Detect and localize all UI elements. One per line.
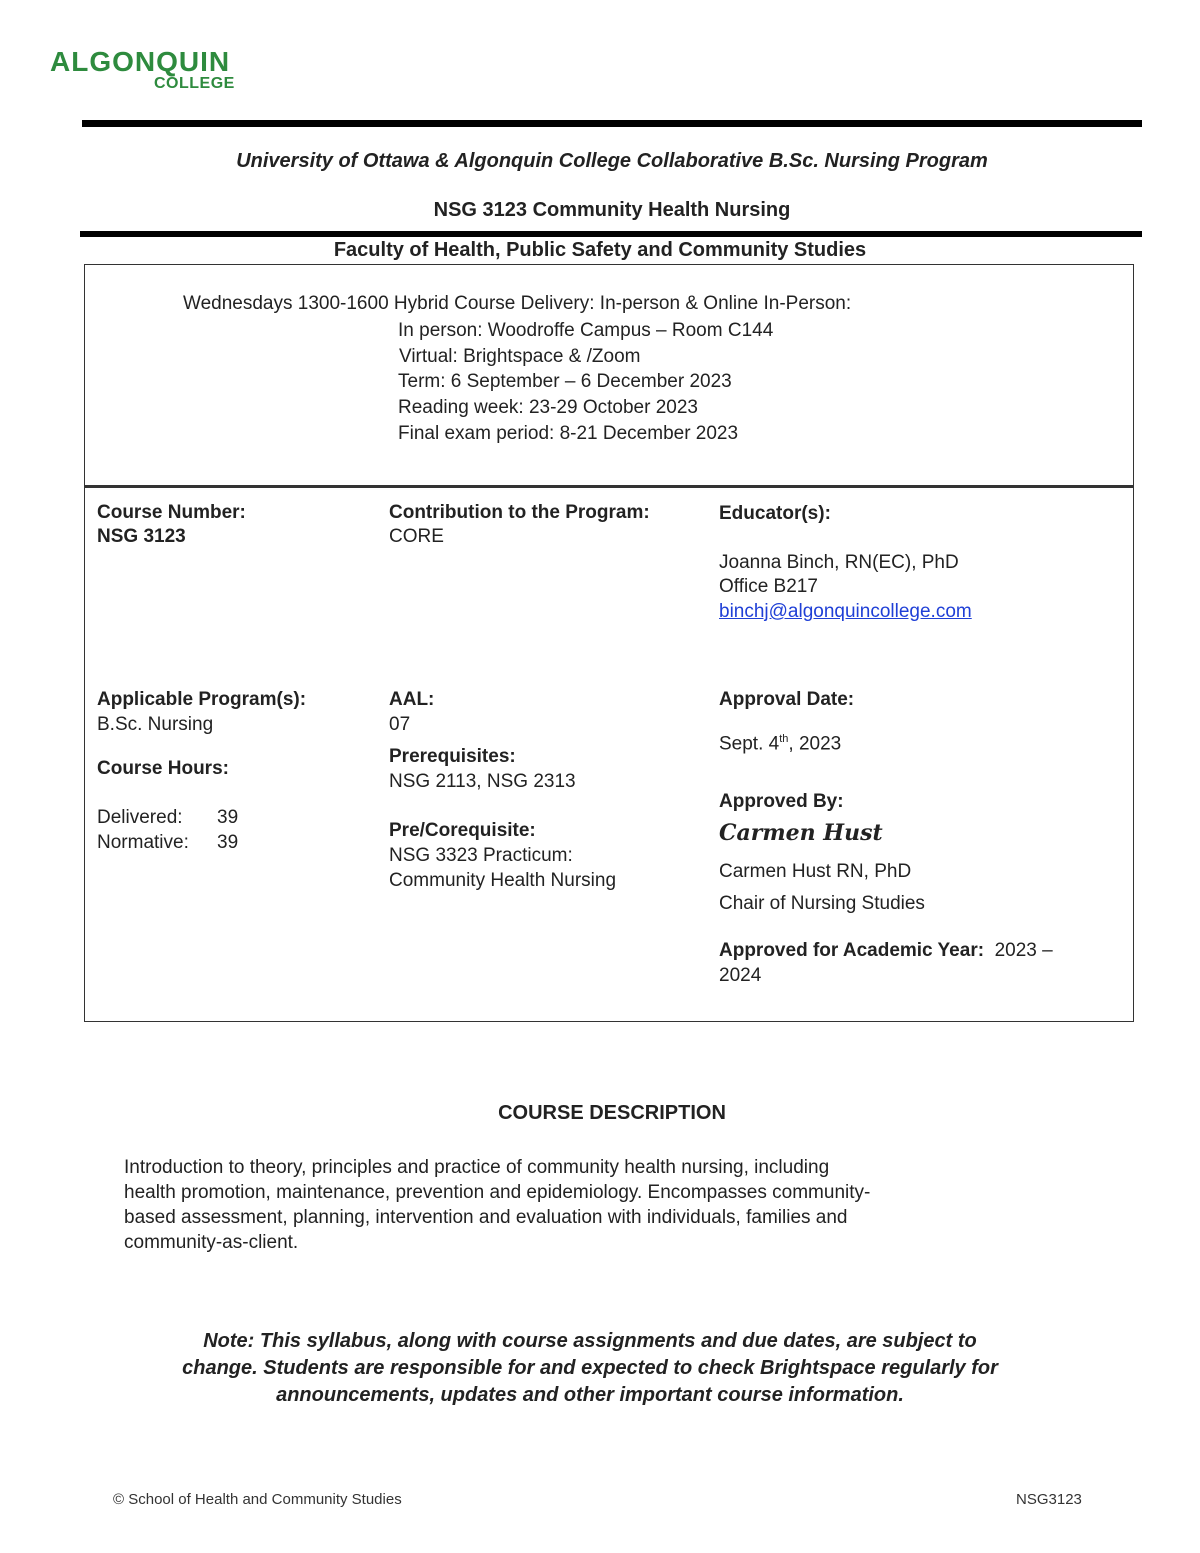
header-divider	[80, 231, 1142, 237]
approval-date-value	[719, 727, 841, 756]
schedule-line: Final exam period: 8-21 December 2023	[398, 423, 739, 444]
faculty-name: Faculty of Health, Public Safety and Community Studies	[333, 239, 867, 261]
normative-value: 39	[217, 832, 239, 853]
note-line: change. Students are responsible for and expected to check Brightspace regularly for	[182, 1357, 998, 1379]
normative-label: Normative:	[97, 832, 189, 853]
contribution-label: Contribution to the Program:	[389, 502, 650, 523]
description-line: Introduction to theory, principles and practice of community health nursing, including	[124, 1157, 830, 1178]
top-divider	[82, 120, 1142, 127]
approver-name: Carmen Hust RN, PhD	[719, 861, 912, 882]
description-line: health promotion, maintenance, prevention and epidemiology. Encompasses community-	[124, 1182, 871, 1203]
schedule-line: Reading week: 23-29 October 2023	[398, 397, 698, 418]
prerequisites-value: NSG 2113, NSG 2313	[389, 771, 576, 792]
description-line: community-as-client.	[124, 1232, 299, 1253]
educator-email-link[interactable]: binchj@algonquincollege.com	[719, 601, 972, 622]
schedule-line: Term: 6 September – 6 December 2023	[398, 371, 732, 392]
note-line: announcements, updates and other important course information.	[276, 1384, 904, 1406]
logo-subtitle: COLLEGE	[154, 75, 235, 92]
logo-wordmark: ALGONQUIN	[50, 46, 231, 77]
academic-year-value: 2023 –	[994, 940, 1053, 961]
approval-date-main: Sept. 4	[719, 733, 780, 755]
corequisite-value: NSG 3323 Practicum:	[389, 845, 573, 866]
program-title: University of Ottawa & Algonquin College Collaborative B.Sc. Nursing Program	[236, 150, 988, 172]
corequisite-value: Community Health Nursing	[389, 870, 617, 891]
applicable-programs-label: Applicable Program(s):	[97, 689, 307, 710]
course-number-label: Course Number:	[97, 502, 246, 523]
approval-date-year: , 2023	[788, 733, 842, 755]
approval-date-suffix: th	[779, 733, 789, 745]
footer-course-code: NSG3123	[1016, 1491, 1082, 1508]
course-hours-label: Course Hours:	[97, 758, 229, 779]
description-line: based assessment, planning, intervention and evaluation with individuals, families and	[124, 1207, 848, 1228]
footer-copyright: © School of Health and Community Studies	[113, 1491, 402, 1508]
approval-date-label: Approval Date:	[719, 689, 855, 710]
course-description	[124, 1155, 1024, 1255]
educator-name: Joanna Binch, RN(EC), PhD	[719, 552, 959, 573]
academic-year-value-cont: 2024	[719, 965, 762, 986]
applicable-programs-value: B.Sc. Nursing	[97, 714, 214, 735]
academic-year-label: Approved for Academic Year:	[719, 940, 985, 961]
educator-office: Office B217	[719, 576, 818, 597]
delivered-value: 39	[217, 807, 239, 828]
schedule-line: Virtual: Brightspace & /Zoom	[399, 346, 641, 367]
contribution-value: CORE	[389, 526, 444, 547]
delivered-label: Delivered:	[97, 807, 183, 828]
corequisite-label: Pre/Corequisite:	[389, 820, 536, 841]
schedule-line: Wednesdays 1300-1600 Hybrid Course Delivery: In-person & Online In-Person:	[183, 293, 852, 314]
educators-label: Educator(s):	[719, 503, 831, 524]
course-number-value: NSG 3123	[97, 526, 186, 547]
approver-signature: Carmen Hust	[719, 820, 883, 846]
prerequisites-label: Prerequisites:	[389, 746, 516, 767]
syllabus-note	[150, 1328, 1030, 1409]
college-logo	[50, 46, 260, 96]
approved-by-label: Approved By:	[719, 791, 844, 812]
aal-label: AAL:	[389, 689, 435, 710]
academic-year	[719, 939, 1053, 963]
schedule-line: In person: Woodroffe Campus – Room C144	[398, 320, 774, 341]
note-line: Note: This syllabus, along with course assignments and due dates, are subject to	[203, 1330, 977, 1352]
approver-title: Chair of Nursing Studies	[719, 893, 925, 914]
aal-value: 07	[389, 714, 411, 735]
course-description-heading: COURSE DESCRIPTION	[498, 1102, 726, 1124]
course-title: NSG 3123 Community Health Nursing	[433, 199, 791, 221]
